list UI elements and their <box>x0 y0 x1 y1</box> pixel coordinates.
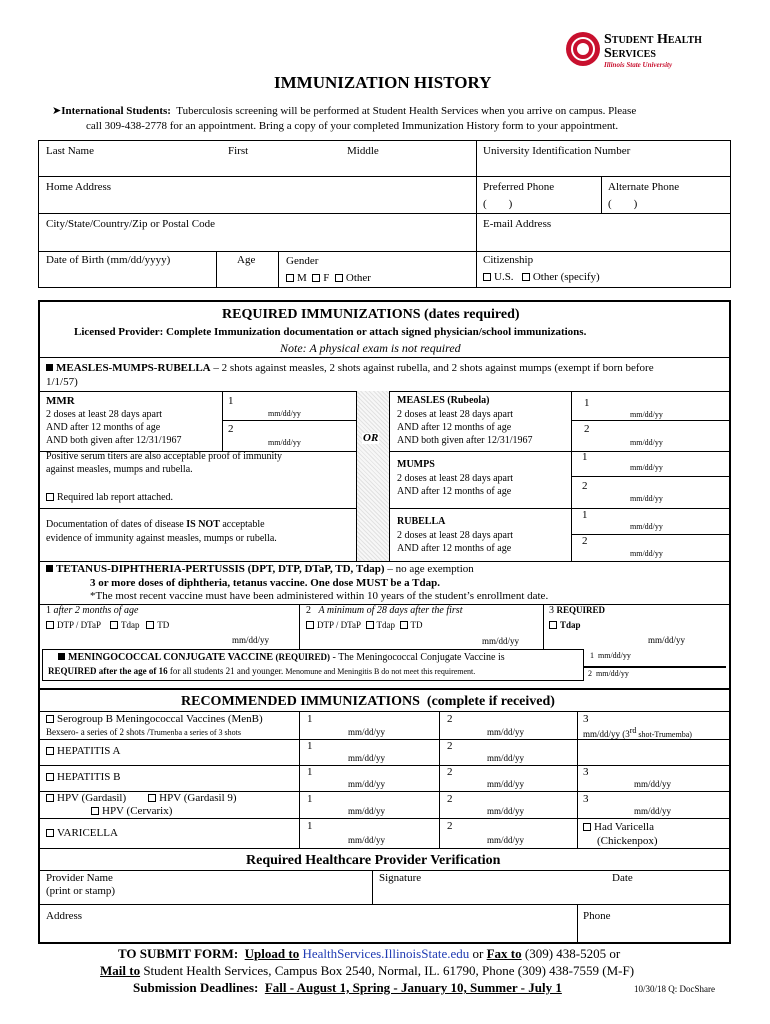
menb-label: Serogroup B Meningococcal Vaccines (MenB) <box>57 713 263 725</box>
col3-tdap-label: Tdap <box>560 620 581 630</box>
hepa-dose2-date[interactable]: mm/dd/yy <box>487 753 525 763</box>
mmr-heading: MEASLES-MUMPS-RUBELLA <box>56 362 211 374</box>
rubella-dose2-date[interactable]: mm/dd/yy <box>630 549 663 558</box>
provider-heading: Required Healthcare Provider Verification <box>246 853 501 868</box>
tdap-rule2: *The most recent vaccine must have been administered within 10 years of the student’s enrollment date. <box>90 590 549 602</box>
mumps-dose1-num: 1 <box>582 451 588 463</box>
hepa-dose2-num: 2 <box>447 740 453 752</box>
mening-line1 <box>58 653 505 663</box>
tdap-col1-num: 1 <box>46 605 51 616</box>
intl-notice-line2: call 309-438-2778 for an appointment. Bring a copy of your completed Immunization History form to your appointment. <box>86 120 619 132</box>
hepb-label-line <box>46 772 120 783</box>
mening-text: - The Meningococcal Conjugate Vaccine is <box>330 652 505 663</box>
mening-dose2[interactable] <box>588 670 629 678</box>
hepb-dose1-num: 1 <box>307 766 313 778</box>
mening-dose2-num: 2 <box>588 669 592 678</box>
citizenship-other-checkbox[interactable] <box>522 273 530 281</box>
mening-dose1-date: mm/dd/yy <box>598 651 631 660</box>
gender-options <box>286 273 371 284</box>
hpv-cervarix-label: HPV (Cervarix) <box>102 805 173 817</box>
col1-dtp-checkbox[interactable] <box>46 621 54 629</box>
hpv-gardasil-checkbox[interactable] <box>46 794 54 802</box>
titers-line2: against measles, mumps and rubella. <box>46 464 193 475</box>
hpv-gardasil9-label: HPV (Gardasil 9) <box>159 792 237 804</box>
measles-dose2-num: 2 <box>584 423 590 435</box>
mening-dose1[interactable] <box>590 652 631 660</box>
tdap-col1-options <box>46 621 169 630</box>
hpv-dose1-num: 1 <box>307 793 313 805</box>
measles-dose1-date[interactable]: mm/dd/yy <box>630 410 663 419</box>
col2-dtp-checkbox[interactable] <box>306 621 314 629</box>
hepb-dose3-date[interactable]: mm/dd/yy <box>634 779 672 789</box>
tdap-col2-date[interactable]: mm/dd/yy <box>482 636 520 646</box>
measles-dose1-num: 1 <box>584 397 590 409</box>
mmr-dose2-date[interactable]: mm/dd/yy <box>268 438 301 447</box>
alternate-phone-label: Alternate Phone <box>608 181 680 193</box>
hpv-dose2-num: 2 <box>447 793 453 805</box>
upload-label: Upload to <box>244 946 300 961</box>
hepa-label-line <box>46 746 120 757</box>
menb-dose1-num: 1 <box>307 713 313 725</box>
phone-label: Phone <box>583 910 611 922</box>
measles-rule2: AND after 12 months of age <box>397 422 512 433</box>
recommended-heading <box>181 695 555 709</box>
submit-label: TO SUBMIT FORM: <box>118 946 239 961</box>
mumps-label: MUMPS <box>397 459 435 470</box>
tdap-heading: TETANUS-DIPHTHERIA-PERTUSSIS (DPT, DTP, DTaP, TD, Tdap) <box>56 563 385 575</box>
varicella-dose1-num: 1 <box>307 820 313 832</box>
col3-tdap-checkbox[interactable] <box>549 621 557 629</box>
varicella-checkbox[interactable] <box>46 829 54 837</box>
varicella-dose2-date[interactable]: mm/dd/yy <box>487 835 525 845</box>
tdap-col1-head <box>46 606 139 616</box>
menb-sub-trumenba: Trumenba a series of 3 shots <box>149 728 241 737</box>
hpv-dose1-date[interactable]: mm/dd/yy <box>348 806 386 816</box>
tdap-col1-date[interactable]: mm/dd/yy <box>232 635 270 645</box>
tdap-heading-line <box>46 564 474 575</box>
lab-report-label: Required lab report attached. <box>57 492 174 503</box>
tdap-col3-options <box>549 621 581 630</box>
col2-tdap-label: Tdap <box>376 620 396 630</box>
col1-tdap-checkbox[interactable] <box>110 621 118 629</box>
mumps-rule2: AND after 12 months of age <box>397 486 512 497</box>
lab-report-checkbox[interactable] <box>46 493 54 501</box>
rubella-rule2: AND after 12 months of age <box>397 543 512 554</box>
menb-sub-bexsero: Bexsero- a series of 2 shots / <box>46 727 150 737</box>
measles-label: MEASLES (Rubeola) <box>397 395 490 406</box>
hpv-cervarix-line <box>91 806 172 817</box>
doc-disease-b: IS NOT <box>186 519 220 530</box>
tdap-col2-text: A minimum of 28 days after the first <box>318 605 463 616</box>
intl-text1: Tuberculosis screening will be performed at Student Health Services when you arrive on campus. Please <box>176 105 637 117</box>
home-address-label: Home Address <box>46 181 112 193</box>
tdap-rule1: 3 or more doses of diphtheria, tetanus vaccine. One dose MUST be a Tdap. <box>90 577 440 589</box>
col2-td-checkbox[interactable] <box>400 621 408 629</box>
menb-third-b: shot-Trumemba) <box>636 730 692 739</box>
licensed-provider-text: Licensed Provider: Complete Immunization documentation or attach signed physician/school immunizations. <box>74 326 587 338</box>
dob-label: Date of Birth (mm/dd/yyyy) <box>46 254 171 266</box>
gender-f-label: F <box>323 272 330 284</box>
had-varicella-label: Had Varicella <box>594 821 654 833</box>
rubella-dose1-num: 1 <box>582 509 588 521</box>
deadlines-label: Submission Deadlines: <box>133 980 259 995</box>
rubella-dose1-date[interactable]: mm/dd/yy <box>630 522 663 531</box>
fax-label: Fax to <box>486 946 522 961</box>
date-label: Date <box>612 872 633 884</box>
mail-label: Mail to <box>100 963 141 978</box>
hepa-checkbox[interactable] <box>46 747 54 755</box>
preferred-phone-label: Preferred Phone <box>483 181 555 193</box>
mmr-text: – 2 shots against measles, 2 shots against rubella, and 2 shots against mumps (exempt if born before <box>213 362 654 374</box>
email-label: E-mail Address <box>483 218 552 230</box>
mening-all-students: for all students 21 and younger. <box>167 666 284 676</box>
mmr-rule3: AND both given after 12/31/1967 <box>46 435 182 446</box>
gender-label: Gender <box>286 255 319 267</box>
gender-f-checkbox[interactable] <box>312 274 320 282</box>
col2-dtp-label: DTP / DTaP <box>317 620 362 630</box>
uid-label: University Identification Number <box>483 145 631 157</box>
hpv-label-line <box>46 793 237 804</box>
logo-line1: Student Health <box>604 32 702 47</box>
varicella-label-line <box>46 828 118 839</box>
health-services-link[interactable]: HealthServices.IllinoisState.edu <box>302 946 470 961</box>
tdap-col2-num: 2 <box>306 605 311 616</box>
middle-name-label: Middle <box>347 145 379 157</box>
rubella-label: RUBELLA <box>397 516 446 527</box>
menb-sub <box>46 728 241 737</box>
menb-third-sup: rd <box>629 726 637 735</box>
mmr-dose2-num: 2 <box>228 423 234 435</box>
mmr-heading-line <box>46 363 654 374</box>
tdap-col2-options <box>306 621 423 630</box>
citizenship-us-label: U.S. <box>494 271 514 283</box>
mening-required: (REQUIRED) <box>275 652 331 662</box>
mmr-rule1: 2 doses at least 28 days apart <box>46 409 163 420</box>
mumps-dose1-date[interactable]: mm/dd/yy <box>630 463 663 472</box>
menb-checkbox[interactable] <box>46 715 54 723</box>
titers-line1: Positive serum titers are also acceptable proof of immunity <box>46 451 283 462</box>
gender-m-label: M <box>297 272 307 284</box>
mening-dose2-date: mm/dd/yy <box>596 669 629 678</box>
provider-name-label2: (print or stamp) <box>46 885 116 897</box>
lab-report-line <box>46 493 173 503</box>
col2-td-label: TD <box>410 620 423 630</box>
gender-other-label: Other <box>345 272 371 284</box>
had-varicella-line <box>583 822 654 833</box>
tdap-col2-head <box>306 606 462 616</box>
footer-line3 <box>133 981 562 994</box>
hepb-label: HEPATITIS B <box>57 771 121 783</box>
hpv-gardasil-label: HPV (Gardasil) <box>57 792 127 804</box>
logo-line3: Illinois State University <box>604 61 673 69</box>
intl-notice-line1: ➤International Students: Tuberculosis screening will be performed at Student Health Services when you arrive on campus. Please <box>52 105 637 117</box>
mmr-dose1-num: 1 <box>228 395 234 407</box>
measles-rule1: 2 doses at least 28 days apart <box>397 409 514 420</box>
tdap-col1-text: after 2 months of age <box>53 605 139 616</box>
menb-dose2-date[interactable]: mm/dd/yy <box>487 727 525 737</box>
or-label: OR <box>363 432 379 444</box>
citizenship-options <box>483 272 600 283</box>
mening-note: Menomune and Meningitis B do not meet this requirement. <box>283 667 476 676</box>
logo-line2: Services <box>604 46 656 61</box>
tdap-col3-head <box>549 606 605 616</box>
hepb-dose2-num: 2 <box>447 766 453 778</box>
varicella-label: VARICELLA <box>57 827 118 839</box>
recommended-title: RECOMMENDED IMMUNIZATIONS <box>181 694 420 709</box>
hpv-cervarix-checkbox[interactable] <box>91 807 99 815</box>
menb-third-a: mm/dd/yy (3 <box>583 729 630 739</box>
doc-disease-a: Documentation of dates of disease <box>46 519 187 530</box>
menb-dose1-date[interactable]: mm/dd/yy <box>348 727 386 737</box>
menb-label-line <box>46 714 263 725</box>
rubella-dose2-num: 2 <box>582 535 588 547</box>
fax-number: (309) 438-5205 or <box>521 946 621 961</box>
varicella-dose1-date[interactable]: mm/dd/yy <box>348 835 386 845</box>
menb-dose3-num: 3 <box>583 713 589 725</box>
mumps-dose2-date[interactable]: mm/dd/yy <box>630 494 663 503</box>
hepb-dose1-date[interactable]: mm/dd/yy <box>348 779 386 789</box>
hepb-dose2-date[interactable]: mm/dd/yy <box>487 779 525 789</box>
preferred-phone-area[interactable]: ( ) <box>483 198 513 210</box>
hepb-checkbox[interactable] <box>46 773 54 781</box>
deadlines-text: Fall - August 1, Spring - January 10, Summer - July 1 <box>264 980 562 995</box>
doc-disease-line1 <box>46 520 265 530</box>
mmr-or-divider <box>356 391 389 561</box>
address-label: Address <box>46 910 83 922</box>
menb-dose3-date[interactable] <box>583 727 692 739</box>
hepa-dose1-num: 1 <box>307 740 313 752</box>
mening-heading: MENINGOCOCCAL CONJUGATE VACCINE <box>68 652 274 663</box>
mail-text: Student Health Services, Campus Box 2540, Normal, IL. 61790, Phone (309) 438-7559 (M-F) <box>140 963 635 978</box>
mmr-label: MMR <box>46 395 75 407</box>
mening-line2 <box>48 667 475 676</box>
required-heading: REQUIRED IMMUNIZATIONS (dates required) <box>222 307 520 322</box>
doc-disease-line2: evidence of immunity against measles, mumps or rubella. <box>46 533 277 544</box>
footer-line2 <box>100 964 634 977</box>
form-code: 10/30/18 Q: DocShare <box>634 984 715 994</box>
col2-tdap-checkbox[interactable] <box>366 621 374 629</box>
recommended-subtitle: (complete if received) <box>426 694 555 709</box>
hpv-dose3-date[interactable]: mm/dd/yy <box>634 806 672 816</box>
footer-or: or <box>469 946 487 961</box>
page-title: IMMUNIZATION HISTORY <box>274 73 492 92</box>
varicella-dose2-num: 2 <box>447 820 453 832</box>
mumps-dose2-num: 2 <box>582 480 588 492</box>
alternate-phone-area[interactable]: ( ) <box>608 198 638 210</box>
citizenship-other-label: Other (specify) <box>532 271 600 283</box>
measles-rule3: AND both given after 12/31/1967 <box>397 435 533 446</box>
col1-td-checkbox[interactable] <box>146 621 154 629</box>
tdap-col3-text: REQUIRED <box>556 605 606 615</box>
hpv-dose2-date[interactable]: mm/dd/yy <box>487 806 525 816</box>
signature-label: Signature <box>379 872 422 884</box>
first-name-label: First <box>228 145 249 157</box>
hepa-dose1-date[interactable]: mm/dd/yy <box>348 753 386 763</box>
hpv-gardasil9-checkbox[interactable] <box>148 794 156 802</box>
tdap-heading2: – no age exemption <box>384 563 474 575</box>
col1-td-label: TD <box>157 620 170 630</box>
citizenship-label: Citizenship <box>483 254 534 266</box>
measles-dose2-date[interactable]: mm/dd/yy <box>630 438 663 447</box>
col1-tdap-label: Tdap <box>121 620 140 630</box>
mening-req-age: REQUIRED after the age of 16 <box>48 666 168 676</box>
menb-dose2-num: 2 <box>447 713 453 725</box>
age-label: Age <box>237 254 256 266</box>
city-label: City/State/Country/Zip or Postal Code <box>46 218 215 230</box>
chickenpox-label: (Chickenpox) <box>597 835 658 847</box>
mmr-dose1-date[interactable]: mm/dd/yy <box>268 409 301 418</box>
university-seal-logo <box>566 32 600 66</box>
mmr-rule2: AND after 12 months of age <box>46 422 161 433</box>
provider-name-label: Provider Name <box>46 872 113 884</box>
hepb-dose3-num: 3 <box>583 766 589 778</box>
last-name-label: Last Name <box>46 145 94 157</box>
hpv-dose3-num: 3 <box>583 793 589 805</box>
rubella-rule1: 2 doses at least 28 days apart <box>397 530 514 541</box>
doc-disease-c: acceptable <box>219 519 265 530</box>
intl-label: International Students: <box>61 105 171 117</box>
gender-m-checkbox[interactable] <box>286 274 294 282</box>
tdap-col3-num: 3 <box>549 605 554 616</box>
tdap-col3-date[interactable]: mm/dd/yy <box>648 635 686 645</box>
col1-dtp-label: DTP / DTaP <box>57 620 102 630</box>
citizenship-us-checkbox[interactable] <box>483 273 491 281</box>
mumps-rule1: 2 doses at least 28 days apart <box>397 473 514 484</box>
gender-other-checkbox[interactable] <box>335 274 343 282</box>
mening-dose1-num: 1 <box>590 651 594 660</box>
physical-exam-note: Note: A physical exam is not required <box>280 341 461 355</box>
mmr-text-line2: 1/1/57) <box>46 376 78 388</box>
had-varicella-checkbox[interactable] <box>583 823 591 831</box>
hepa-label: HEPATITIS A <box>57 745 121 757</box>
footer-line1 <box>118 947 620 960</box>
